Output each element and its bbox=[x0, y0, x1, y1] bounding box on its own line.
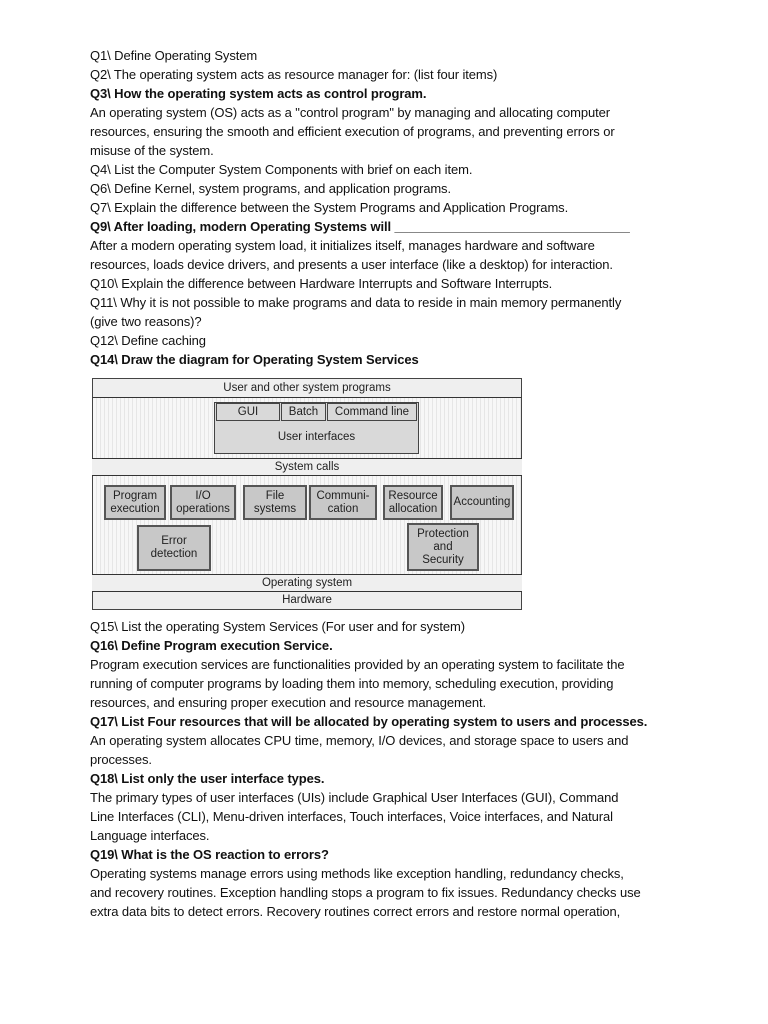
communication-label-2: cation bbox=[327, 502, 359, 515]
gui-box bbox=[216, 403, 280, 421]
error-detection-label-1: Error bbox=[161, 535, 187, 547]
question-q6: Q6\ Define Kernel, system programs, and application programs. bbox=[90, 181, 451, 196]
answer-q18-line-3: Language interfaces. bbox=[90, 828, 210, 843]
question-q1: Q1\ Define Operating System bbox=[90, 48, 258, 63]
resource-allocation-box bbox=[383, 485, 443, 520]
question-q7: Q7\ Explain the difference between the System Programs and Application Programs. bbox=[90, 200, 569, 215]
file-systems-label-1: File bbox=[265, 489, 285, 502]
answer-q18-line-1: The primary types of user interfaces (UIs) include Graphical User Interfaces (GUI), Command bbox=[90, 790, 619, 805]
system-calls-label: System calls bbox=[274, 460, 340, 473]
answer-q17-line-2: processes. bbox=[90, 752, 152, 767]
operating-system-band bbox=[92, 574, 522, 592]
answer-q19-line-3: extra data bits to detect errors. Recovery routines correct errors and restore normal operation, bbox=[90, 904, 621, 919]
program-execution-box bbox=[104, 485, 166, 520]
error-detection-box bbox=[137, 525, 211, 571]
answer-q16-line-2: running of computer programs by loading them into memory, scheduling execution, providing bbox=[90, 676, 614, 691]
protection-security-box bbox=[407, 523, 479, 571]
accounting-label: Accounting bbox=[453, 496, 511, 508]
question-q15: Q15\ List the operating System Services (For user and for system) bbox=[90, 619, 465, 634]
question-q14: Q14\ Draw the diagram for Operating System Services bbox=[90, 352, 419, 367]
question-q18: Q18\ List only the user interface types. bbox=[90, 771, 325, 786]
file-systems-box bbox=[243, 485, 307, 520]
question-q11-line-1: Q11\ Why it is not possible to make programs and data to reside in main memory permanently bbox=[90, 295, 622, 310]
communication-box bbox=[309, 485, 377, 520]
question-q2: Q2\ The operating system acts as resource manager for: (list four items) bbox=[90, 67, 498, 82]
io-operations-label-1: I/O bbox=[195, 489, 211, 502]
command-line-box bbox=[327, 403, 417, 421]
communication-label-1: Communi- bbox=[316, 489, 370, 502]
resource-allocation-label-2: allocation bbox=[388, 502, 438, 515]
hardware-label: Hardware bbox=[282, 594, 332, 606]
user-interfaces-label: User interfaces bbox=[277, 430, 356, 443]
batch-box bbox=[281, 403, 326, 421]
resource-allocation-label-1: Resource bbox=[388, 489, 438, 502]
protection-security-label-1: Protection bbox=[417, 527, 469, 540]
accounting-box bbox=[450, 485, 514, 520]
answer-q19-line-1: Operating systems manage errors using methods like exception handling, redundancy checks, bbox=[90, 866, 624, 881]
question-q17: Q17\ List Four resources that will be allocated by operating system to users and processes. bbox=[90, 714, 648, 729]
question-q3: Q3\ How the operating system acts as control program. bbox=[90, 86, 427, 101]
answer-q9-line-1: After a modern operating system load, it initializes itself, manages hardware and software bbox=[90, 238, 595, 253]
program-execution-label-2: execution bbox=[110, 502, 160, 515]
question-q12: Q12\ Define caching bbox=[90, 333, 206, 348]
user-interfaces-area bbox=[216, 422, 417, 452]
answer-q3-line-1: An operating system (OS) acts as a "control program" by managing and allocating computer bbox=[90, 105, 610, 120]
system-calls-band bbox=[92, 458, 522, 476]
question-q11-line-2: (give two reasons)? bbox=[90, 314, 202, 329]
user-programs-label: User and other system programs bbox=[223, 381, 391, 394]
io-operations-box bbox=[170, 485, 236, 520]
answer-q16-line-1: Program execution services are functionalities provided by an operating system to facilitate the bbox=[90, 657, 625, 672]
answer-q9-line-2: resources, loads device drivers, and presents a user interface (like a desktop) for interaction. bbox=[90, 257, 613, 272]
protection-security-label-3: Security bbox=[422, 553, 464, 566]
answer-q17-line-1: An operating system allocates CPU time, memory, I/O devices, and storage space to users and bbox=[90, 733, 629, 748]
user-programs-band bbox=[92, 378, 522, 398]
question-q9: Q9\ After loading, modern Operating Systems will _________________________________ bbox=[90, 219, 630, 234]
error-detection-label-2: detection bbox=[150, 548, 198, 560]
protection-security-label-2: and bbox=[433, 540, 453, 553]
program-execution-label-1: Program bbox=[112, 489, 158, 502]
hardware-band bbox=[92, 592, 522, 610]
answer-q16-line-3: resources, and ensuring proper execution and resource management. bbox=[90, 695, 487, 710]
io-operations-label-2: operations bbox=[176, 502, 230, 515]
question-q10: Q10\ Explain the difference between Hardware Interrupts and Software Interrupts. bbox=[90, 276, 553, 291]
operating-system-label: Operating system bbox=[261, 576, 353, 589]
answer-q19-line-2: and recovery routines. Exception handling stops a program to fix issues. Redundancy checks use bbox=[90, 885, 641, 900]
os-services-diagram bbox=[92, 378, 522, 610]
question-q16: Q16\ Define Program execution Service. bbox=[90, 638, 333, 653]
question-q19: Q19\ What is the OS reaction to errors? bbox=[90, 847, 329, 862]
answer-q3-line-3: misuse of the system. bbox=[90, 143, 214, 158]
command-line-label: Command line bbox=[334, 405, 410, 418]
batch-label: Batch bbox=[288, 405, 319, 418]
answer-q3-line-2: resources, ensuring the smooth and efficient execution of programs, and preventing errors or bbox=[90, 124, 615, 139]
question-q4: Q4\ List the Computer System Components with brief on each item. bbox=[90, 162, 473, 177]
file-systems-label-2: systems bbox=[253, 502, 297, 515]
answer-q18-line-2: Line Interfaces (CLI), Menu-driven interfaces, Touch interfaces, Voice interfaces, and Natural bbox=[90, 809, 613, 824]
gui-label: GUI bbox=[237, 405, 259, 418]
